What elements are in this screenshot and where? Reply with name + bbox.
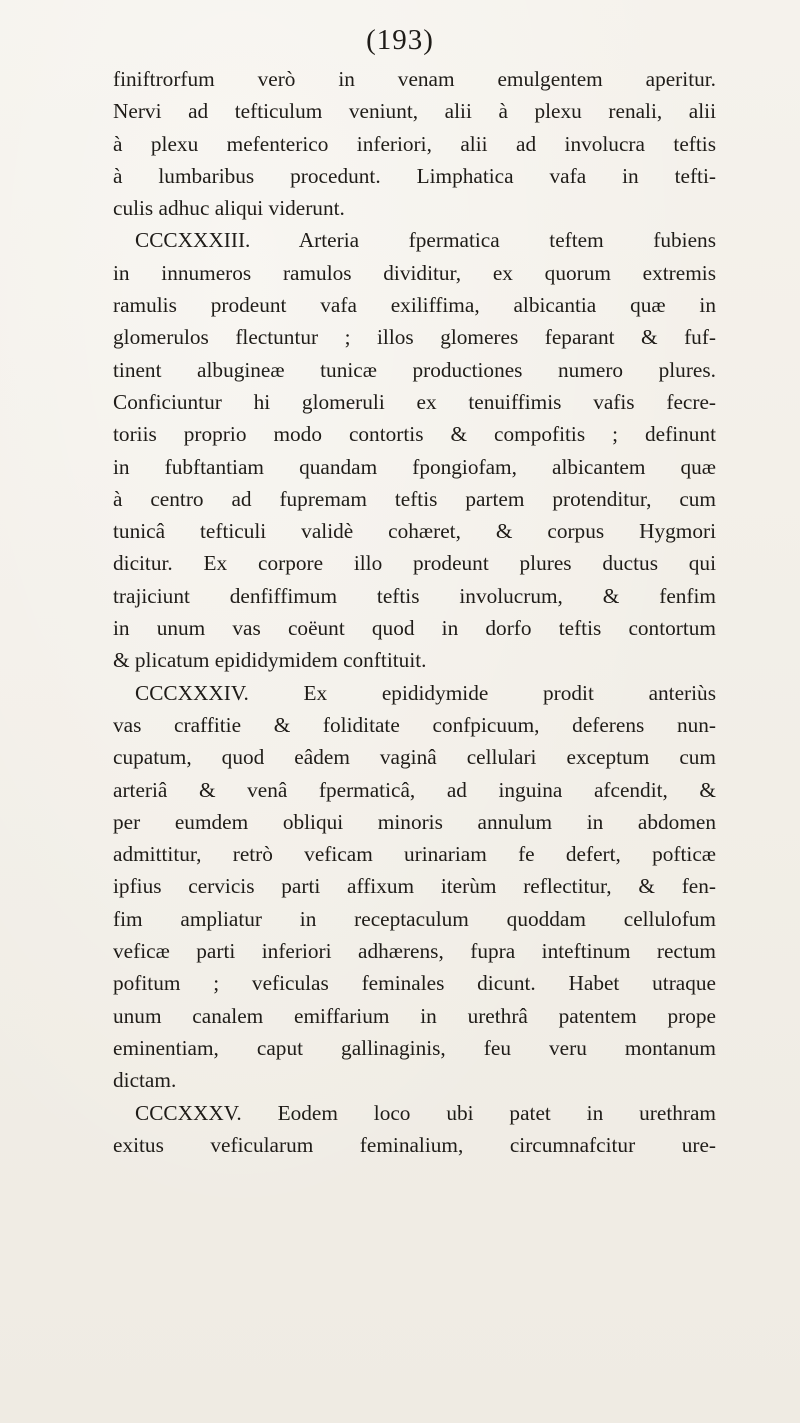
text-line: ramulis prodeunt vafa exiliffima, albicantia quæ in [113, 293, 716, 318]
text-line: in innumeros ramulos dividitur, ex quorum extremis [113, 260, 716, 285]
text-line: trajiciunt denfiffimum teftis involucrum, & fenfim [113, 583, 716, 608]
text-line: exitus veficularum feminalium, circumnafcitur ure- [113, 1132, 716, 1157]
text-line: arteriâ & venâ fpermaticâ, ad inguina afcendit, & [113, 777, 716, 802]
text-line: cupatum, quod eâdem vaginâ cellulari exceptum cum [113, 745, 716, 770]
text-line: Conficiuntur hi glomeruli ex tenuiffimis vafis fecre- [113, 389, 716, 414]
text-line: fim ampliatur in receptaculum quoddam cellulofum [113, 906, 716, 931]
text-line: eminentiam, caput gallinaginis, feu veru montanum [113, 1035, 716, 1060]
text-line: dictam. [113, 1068, 177, 1093]
text-line: dicitur. Ex corpore illo prodeunt plures ductus qui [113, 551, 716, 576]
text-line: à plexu mefenterico inferiori, alii ad involucra teftis [113, 131, 716, 156]
text-line: tunicâ tefticuli validè cohæret, & corpus Hygmori [113, 519, 716, 544]
text-line: finiftrorfum verò in venam emulgentem aperitur. [113, 67, 716, 91]
text-line: pofitum ; veficulas feminales dicunt. Habet utraque [113, 971, 716, 996]
text-line: vas craffitie & foliditate confpicuum, deferens nun- [113, 712, 716, 737]
text-line: à lumbaribus procedunt. Limphatica vafa in tefti- [113, 163, 716, 188]
text-line: toriis proprio modo contortis & compofitis ; definunt [113, 422, 716, 447]
text-line: CCCXXXV. Eodem loco ubi patet in urethram [135, 1100, 716, 1125]
text-line: culis adhuc aliqui viderunt. [113, 196, 345, 221]
text-line: ipfius cervicis parti affixum iterùm reflectitur, & fen- [113, 874, 716, 899]
text-line: CCCXXXIII. Arteria fpermatica teftem fubiens [135, 228, 716, 253]
body-text [113, 63, 716, 1161]
text-line: Nervi ad tefticulum veniunt, alii à plexu renali, alii [113, 99, 716, 124]
text-line: CCCXXXIV. Ex epididymide prodit anteriùs [135, 680, 716, 705]
text-line: in fubftantiam quandam fpongiofam, albicantem quæ [113, 454, 716, 479]
text-line: in unum vas coëunt quod in dorfo teftis contortum [113, 616, 716, 641]
text-line: per eumdem obliqui minoris annulum in abdomen [113, 809, 716, 834]
text-line: à centro ad fupremam teftis partem protenditur, cum [113, 486, 716, 511]
text-line: veficæ parti inferiori adhærens, fupra inteftinum rectum [113, 939, 716, 964]
page-number: (193) [366, 24, 434, 56]
text-line: glomerulos flectuntur ; illos glomeres feparant & fuf- [113, 325, 716, 350]
text-line: admittitur, retrò veficam urinariam fe defert, pofticæ [113, 842, 716, 867]
text-line: & plicatum epididymidem conftituit. [113, 648, 427, 673]
text-line: unum canalem emiffarium in urethrâ patentem prope [113, 1003, 716, 1028]
text-line: tinent albugineæ tunicæ productiones numero plures. [113, 357, 716, 382]
